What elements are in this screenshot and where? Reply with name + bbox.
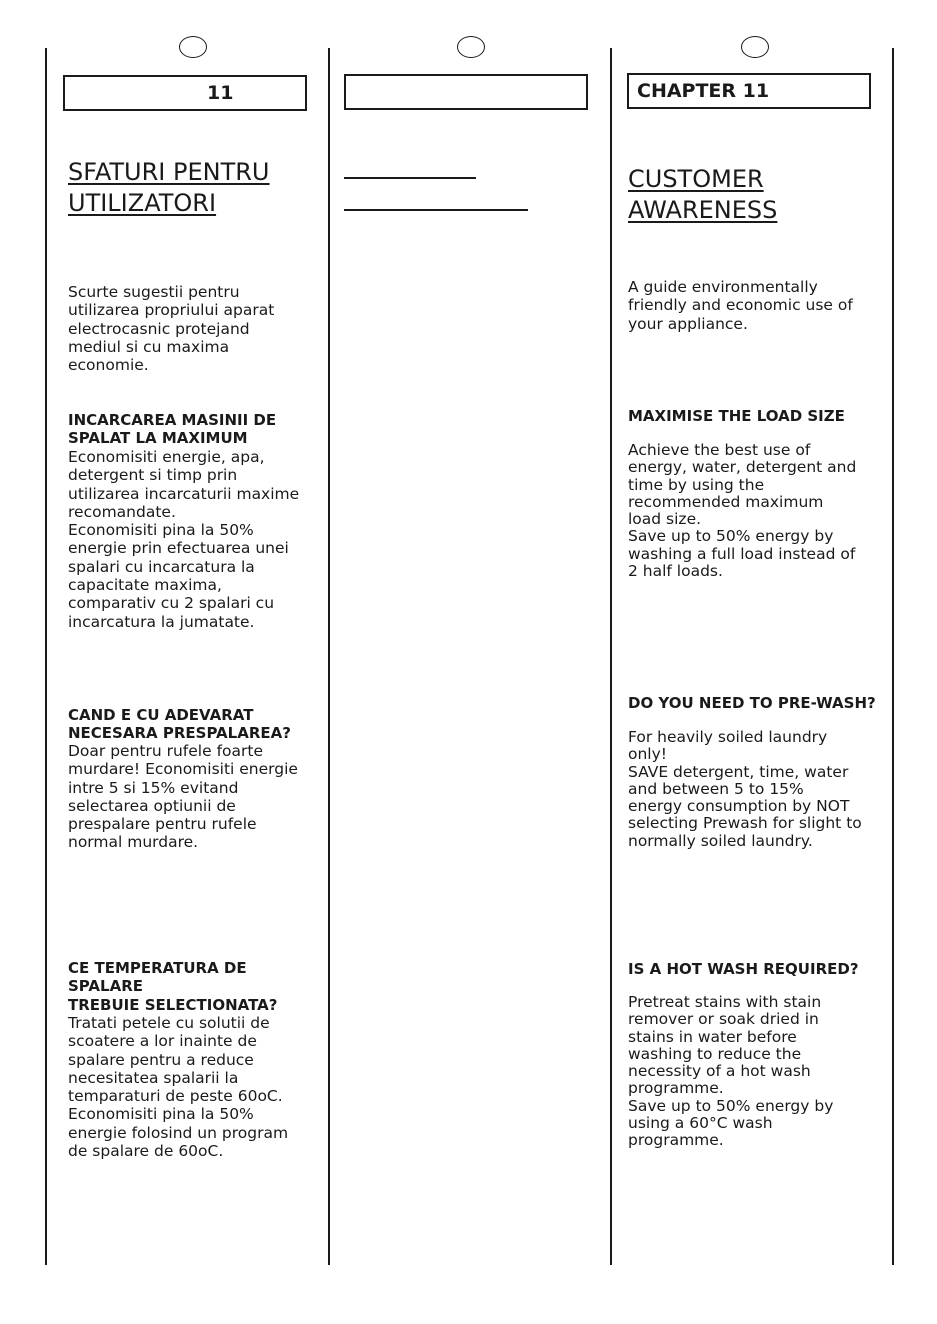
subsection-heading: INCARCAREA MASINII DE SPALAT LA MAXIMUM [68,411,277,448]
chapter-header-box-empty [344,74,588,110]
section-title: CUSTOMER AWARENESS [628,165,778,224]
chapter-label: CHAPTER 11 [637,80,770,102]
subsection-body: Pretreat stains with stain remover or soak dried in stains in water before washing to reduce the necessity of a hot wash programme. Save up to 50% energy by using a 60°C wash programme. [628,993,834,1150]
language-marker-circle [457,36,485,58]
subsection-body: Economisiti energie, apa, detergent si timp prin utilizarea incarcaturii maxime recomandate. Economisiti pina la 50% energie prin efectuarea unei spalari cu incarcatura la capacitate maxima, comparativ cu 2 spalari cu incarcatura la jumatate. [68,448,300,631]
column-divider-right [892,48,894,1265]
section-title: SFATURI PENTRU UTILIZATORI [68,158,270,217]
title-underline-placeholder [344,177,476,179]
subsection-heading: IS A HOT WASH REQUIRED? [628,960,859,978]
column-divider-2 [610,48,612,1265]
chapter-number: 11 [207,82,234,104]
column-divider-left [45,48,47,1265]
subsection-body: Doar pentru rufele foarte murdare! Economisiti energie intre 5 si 15% evitand selectarea optiunii de prespalare pentru rufele normal murdare. [68,742,298,852]
subsection-heading: MAXIMISE THE LOAD SIZE [628,407,845,425]
chapter-header-box [63,75,307,111]
subsection-heading: CAND E CU ADEVARAT NECESARA PRESPALAREA? [68,706,291,743]
intro-text: A guide environmentally friendly and economic use of your appliance. [628,278,853,333]
subsection-body: Tratati petele cu solutii de scoatere a lor inainte de spalare pentru a reduce necesitatea spalarii la temparaturi de peste 60oC. Economisiti pina la 50% energie folosind un program de spalare de 60oC. [68,1014,289,1161]
language-marker-circle [179,36,207,58]
title-underline-placeholder [344,209,528,211]
subsection-heading: CE TEMPERATURA DE SPALARE TREBUIE SELECTIONATA? [68,959,278,1014]
intro-text: Scurte sugestii pentru utilizarea propriului aparat electrocasnic protejand mediul si cu maxima economie. [68,283,275,375]
subsection-body: Achieve the best use of energy, water, detergent and time by using the recommended maximum load size. Save up to 50% energy by washing a full load instead of 2 half loads. [628,441,857,581]
column-divider-1 [328,48,330,1265]
subsection-body: For heavily soiled laundry only! SAVE detergent, time, water and between 5 to 15% energy consumption by NOT selecting Prewash for slight to normally soiled laundry. [628,728,862,850]
subsection-heading: DO YOU NEED TO PRE-WASH? [628,694,876,712]
language-marker-circle [741,36,769,58]
chapter-header-box [627,73,871,109]
